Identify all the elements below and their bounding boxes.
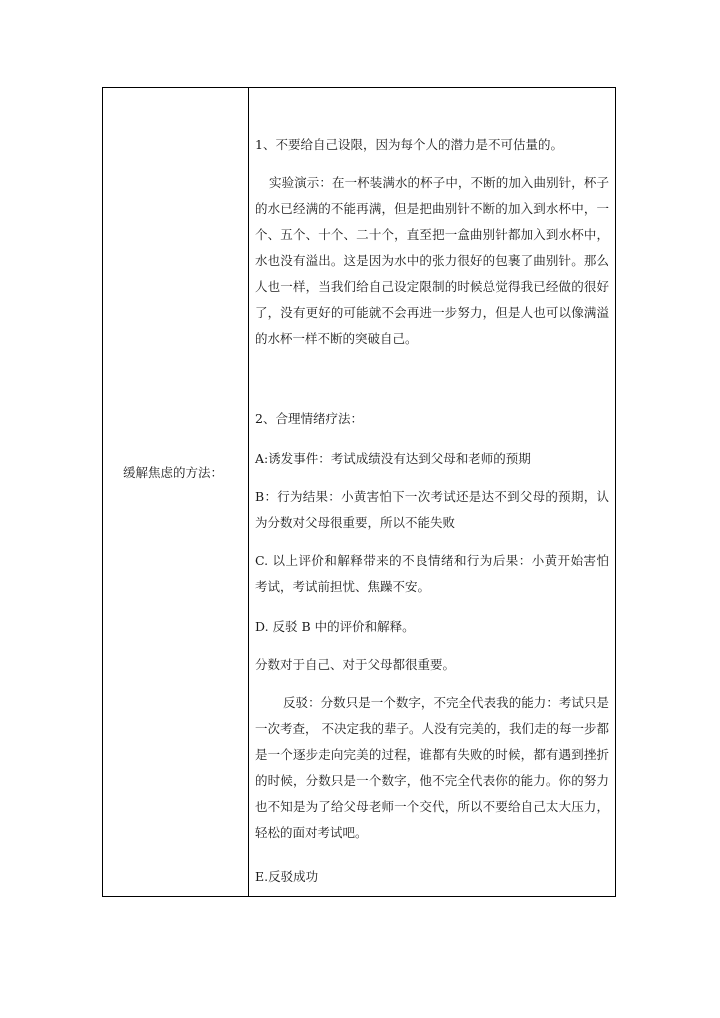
paragraph-6: C. 以上评价和解释带来的不良情绪和行为后果：小黄开始害怕考试，考试前担忧、焦躁不安。 (255, 553, 609, 594)
paragraph-9: 反驳：分数只是一个数字，不完全代表我的能力：考试只是一次考查， 不决定我的辈子。人没有完美的，我们走的每一步都是一个逐步走向完美的过程，谁都有失败的时候，都有遇到挫折的时候，分数只是一个数字，他不完全代表你的能力。你的努力也不知是为了给父母老师一个交代，所以不要给自己太大压力，轻松的面对考试吧。 (255, 695, 609, 840)
paragraph-4: A:诱发事件：考试成绩没有达到父母和老师的预期 (255, 451, 531, 466)
paragraph-3: 2、合理情绪疗法： (255, 411, 363, 426)
paragraph-10: E.反驳成功 (255, 869, 319, 884)
paragraph-7: D. 反驳 B 中的评价和解释。 (255, 619, 415, 634)
label-cell (103, 88, 248, 896)
column-divider (248, 88, 249, 896)
paragraph-1: 1、不要给自己设限，因为每个人的潜力是不可估量的。 (255, 137, 563, 152)
row-label: 缓解焦虑的方法： (123, 465, 224, 480)
paragraph-8: 分数对于自己、对于父母都很重要。 (255, 657, 456, 672)
paragraph-5: B：行为结果：小黄害怕下一次考试还是达不到父母的预期，认为分数对父母很重要，所以不能失败 (255, 489, 609, 530)
method-table (102, 87, 616, 897)
paragraph-2: 实验演示：在一杯装满水的杯子中，不断的加入曲别针，杯子的水已经满的不能再满，但是把曲别针不断的加入到水杯中，一个、五个、十个、二十个，直至把一盒曲别针都加入到水杯中，水也没有溢出。这是因为水中的张力很好的包裹了曲别针。那么人也一样，当我们给自己设定限制的时候总觉得我已经做的很好了，没有更好的可能就不会再进一步努力，但是人也可以像满溢的水杯一样不断的突破自己。 (255, 175, 609, 346)
